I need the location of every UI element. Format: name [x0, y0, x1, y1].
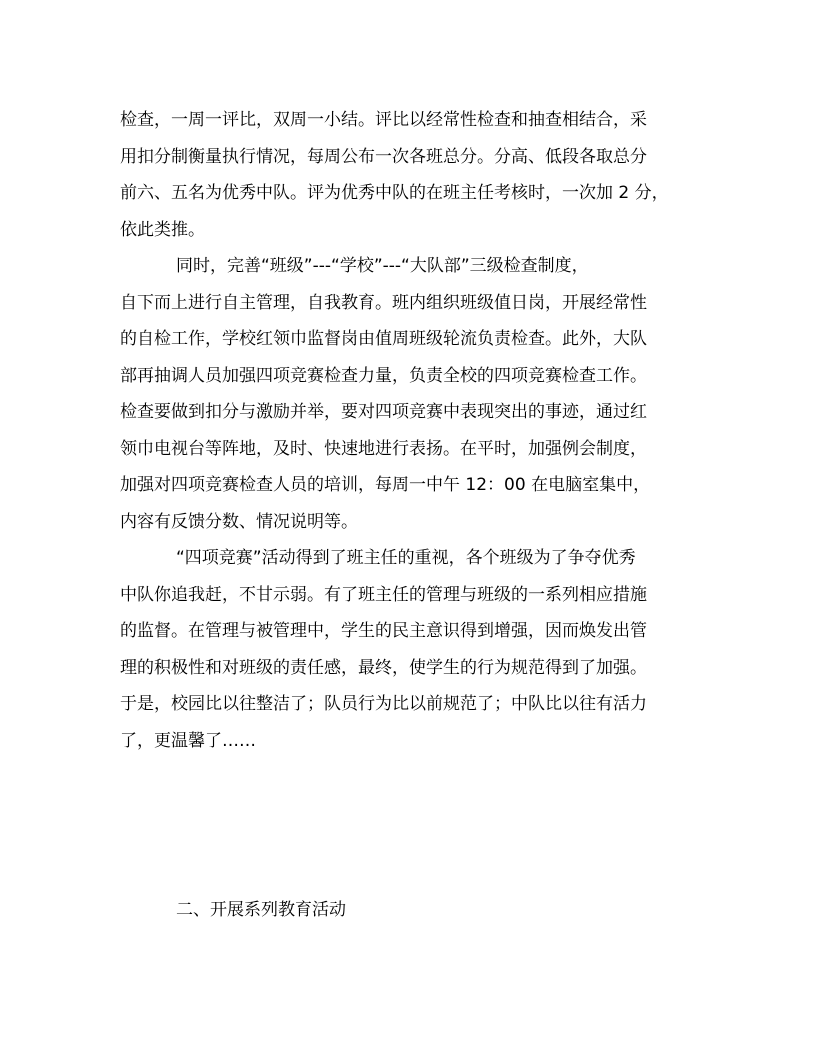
- text-line: 同时，完善“班级”---“学校”---“大队部”三级检查制度，: [176, 256, 589, 276]
- text-line: 用扣分制衡量执行情况，每周公布一次各班总分。分高、低段各取总分: [120, 146, 647, 167]
- text-line: 于是，校园比以往整洁了；队员行为比以前规范了；中队比以往有活力: [120, 694, 647, 714]
- text-line: 内容有反馈分数、情况说明等。: [120, 511, 358, 532]
- text-line: 前六、五名为优秀中队。评为优秀中队的在班主任考核时，一次加 2 分，: [120, 183, 669, 203]
- section-heading: 二、开展系列教育活动: [176, 900, 346, 920]
- paragraph-three-level-check: [120, 248, 696, 540]
- text-line: 部再抽调人员加强四项竞赛检查力量，负责全校的四项竞赛检查工作。: [120, 365, 647, 386]
- paragraph-competition-results: [120, 540, 696, 759]
- text-line: 自下而上进行自主管理，自我教育。班内组织班级值日岗，开展经常性: [120, 292, 647, 313]
- text-line: 领巾电视台等阵地，及时、快速地进行表扬。在平时，加强例会制度，: [120, 438, 647, 459]
- document-body: [120, 102, 696, 759]
- text-line: 依此类推。: [120, 219, 205, 240]
- text-line: 中队你追我赶，不甘示弱。有了班主任的管理与班级的一系列相应措施: [120, 584, 647, 605]
- text-line: “四项竞赛”活动得到了班主任的重视，各个班级为了争夺优秀: [176, 548, 636, 568]
- paragraph-inspection: [120, 102, 696, 248]
- text-line: 加强对四项竞赛检查人员的培训，每周一中午 12：00 在电脑室集中，: [120, 475, 651, 495]
- text-line: 理的积极性和对班级的责任感，最终，使学生的行为规范得到了加强。: [120, 657, 647, 678]
- text-line: 的自检工作，学校红领巾监督岗由值周班级轮流负责检查。此外，大队: [120, 329, 647, 349]
- text-line: 了，更温馨了……: [120, 730, 256, 751]
- text-line: 检查要做到扣分与激励并举，要对四项竞赛中表现突出的事迹，通过红: [120, 402, 647, 422]
- text-line: 的监督。在管理与被管理中，学生的民主意识得到增强，因而焕发出管: [120, 621, 647, 641]
- text-line: 检查，一周一评比，双周一小结。评比以经常性检查和抽查相结合，采: [120, 110, 647, 130]
